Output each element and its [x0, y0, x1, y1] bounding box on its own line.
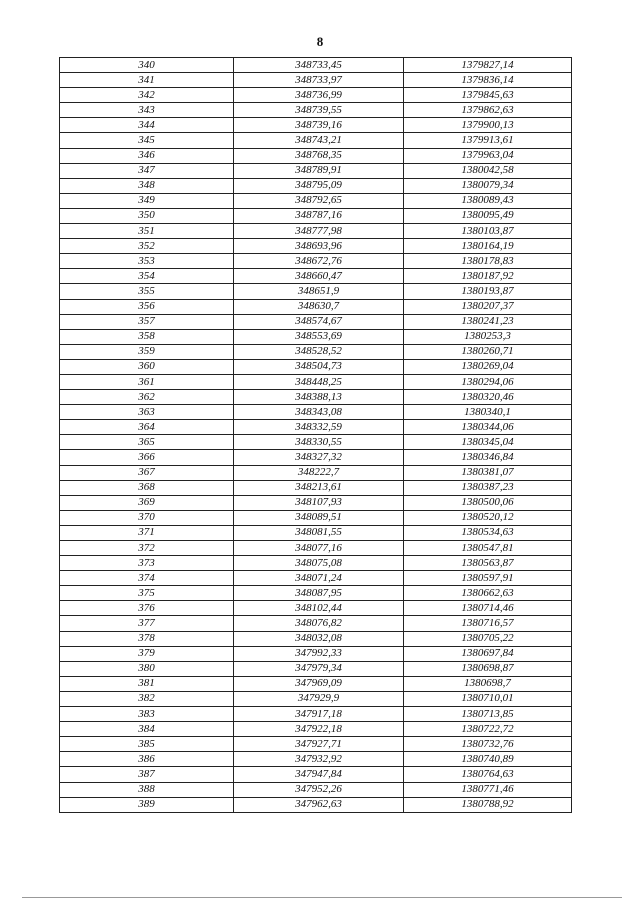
- point-number-cell: 373: [60, 556, 234, 571]
- y-coordinate-cell: 1380714,46: [404, 601, 572, 616]
- table-row: [60, 193, 572, 208]
- table-row: [60, 571, 572, 586]
- y-coordinate-cell: 1380710,01: [404, 691, 572, 706]
- point-number-cell: 380: [60, 661, 234, 676]
- y-coordinate-cell: 1380345,04: [404, 435, 572, 450]
- point-number-cell: 358: [60, 329, 234, 344]
- point-number-cell: 368: [60, 480, 234, 495]
- coordinates-table: [59, 57, 572, 813]
- table-row: [60, 480, 572, 495]
- y-coordinate-cell: 1380269,04: [404, 359, 572, 374]
- x-coordinate-cell: 347992,33: [234, 646, 404, 661]
- x-coordinate-cell: 348504,73: [234, 359, 404, 374]
- point-number-cell: 384: [60, 722, 234, 737]
- point-number-cell: 386: [60, 752, 234, 767]
- table-row: [60, 254, 572, 269]
- table-row: [60, 691, 572, 706]
- y-coordinate-cell: 1380520,12: [404, 510, 572, 525]
- table-row: [60, 420, 572, 435]
- point-number-cell: 350: [60, 208, 234, 223]
- y-coordinate-cell: 1380095,49: [404, 208, 572, 223]
- x-coordinate-cell: 347979,34: [234, 661, 404, 676]
- table-row: [60, 586, 572, 601]
- x-coordinate-cell: 348743,21: [234, 133, 404, 148]
- table-row: [60, 299, 572, 314]
- table-row: [60, 118, 572, 133]
- point-number-cell: 387: [60, 767, 234, 782]
- x-coordinate-cell: 348388,13: [234, 390, 404, 405]
- y-coordinate-cell: 1380387,23: [404, 480, 572, 495]
- table-row: [60, 178, 572, 193]
- point-number-cell: 342: [60, 88, 234, 103]
- x-coordinate-cell: 348327,32: [234, 450, 404, 465]
- y-coordinate-cell: 1380178,83: [404, 254, 572, 269]
- point-number-cell: 356: [60, 299, 234, 314]
- x-coordinate-cell: 348032,08: [234, 631, 404, 646]
- point-number-cell: 349: [60, 193, 234, 208]
- table-row: [60, 390, 572, 405]
- y-coordinate-cell: 1380381,07: [404, 465, 572, 480]
- y-coordinate-cell: 1380722,72: [404, 722, 572, 737]
- y-coordinate-cell: 1380241,23: [404, 314, 572, 329]
- table-row: [60, 88, 572, 103]
- y-coordinate-cell: 1379963,04: [404, 148, 572, 163]
- point-number-cell: 345: [60, 133, 234, 148]
- x-coordinate-cell: 348222,7: [234, 465, 404, 480]
- table-row: [60, 707, 572, 722]
- point-number-cell: 375: [60, 586, 234, 601]
- table-row: [60, 510, 572, 525]
- x-coordinate-cell: 348733,45: [234, 58, 404, 73]
- table-row: [60, 631, 572, 646]
- x-coordinate-cell: 348733,97: [234, 73, 404, 88]
- point-number-cell: 364: [60, 420, 234, 435]
- point-number-cell: 389: [60, 797, 234, 812]
- y-coordinate-cell: 1380103,87: [404, 224, 572, 239]
- point-number-cell: 343: [60, 103, 234, 118]
- y-coordinate-cell: 1380164,19: [404, 239, 572, 254]
- y-coordinate-cell: 1379836,14: [404, 73, 572, 88]
- table-row: [60, 133, 572, 148]
- y-coordinate-cell: 1380705,22: [404, 631, 572, 646]
- point-number-cell: 359: [60, 344, 234, 359]
- table-row: [60, 208, 572, 223]
- point-number-cell: 378: [60, 631, 234, 646]
- page-number: 8: [316, 34, 324, 49]
- x-coordinate-cell: 348089,51: [234, 510, 404, 525]
- table-row: [60, 284, 572, 299]
- y-coordinate-cell: 1380042,58: [404, 163, 572, 178]
- table-row: [60, 329, 572, 344]
- y-coordinate-cell: 1380547,81: [404, 541, 572, 556]
- y-coordinate-cell: 1380740,89: [404, 752, 572, 767]
- x-coordinate-cell: 348330,55: [234, 435, 404, 450]
- point-number-cell: 347: [60, 163, 234, 178]
- table-row: [60, 797, 572, 812]
- table-row: [60, 661, 572, 676]
- table-row: [60, 450, 572, 465]
- x-coordinate-cell: 348071,24: [234, 571, 404, 586]
- y-coordinate-cell: 1380563,87: [404, 556, 572, 571]
- point-number-cell: 388: [60, 782, 234, 797]
- table-row: [60, 73, 572, 88]
- y-coordinate-cell: 1379862,63: [404, 103, 572, 118]
- y-coordinate-cell: 1380534,63: [404, 525, 572, 540]
- x-coordinate-cell: 347929,9: [234, 691, 404, 706]
- table-row: [60, 616, 572, 631]
- point-number-cell: 361: [60, 374, 234, 389]
- table-row: [60, 269, 572, 284]
- x-coordinate-cell: 348795,09: [234, 178, 404, 193]
- point-number-cell: 366: [60, 450, 234, 465]
- x-coordinate-cell: 348736,99: [234, 88, 404, 103]
- table-row: [60, 525, 572, 540]
- x-coordinate-cell: 348672,76: [234, 254, 404, 269]
- y-coordinate-cell: 1380764,63: [404, 767, 572, 782]
- point-number-cell: 340: [60, 58, 234, 73]
- y-coordinate-cell: 1380346,84: [404, 450, 572, 465]
- table-row: [60, 58, 572, 73]
- point-number-cell: 360: [60, 359, 234, 374]
- table-row: [60, 676, 572, 691]
- y-coordinate-cell: 1380187,92: [404, 269, 572, 284]
- table-row: [60, 722, 572, 737]
- point-number-cell: 357: [60, 314, 234, 329]
- x-coordinate-cell: 348343,08: [234, 405, 404, 420]
- y-coordinate-cell: 1380716,57: [404, 616, 572, 631]
- table-row: [60, 405, 572, 420]
- x-coordinate-cell: 348777,98: [234, 224, 404, 239]
- point-number-cell: 348: [60, 178, 234, 193]
- x-coordinate-cell: 347932,92: [234, 752, 404, 767]
- y-coordinate-cell: 1380079,34: [404, 178, 572, 193]
- point-number-cell: 362: [60, 390, 234, 405]
- x-coordinate-cell: 348630,7: [234, 299, 404, 314]
- table-row: [60, 556, 572, 571]
- x-coordinate-cell: 348739,55: [234, 103, 404, 118]
- point-number-cell: 382: [60, 691, 234, 706]
- y-coordinate-cell: 1380320,46: [404, 390, 572, 405]
- point-number-cell: 370: [60, 510, 234, 525]
- point-number-cell: 385: [60, 737, 234, 752]
- y-coordinate-cell: 1380771,46: [404, 782, 572, 797]
- point-number-cell: 371: [60, 525, 234, 540]
- y-coordinate-cell: 1380253,3: [404, 329, 572, 344]
- y-coordinate-cell: 1380713,85: [404, 707, 572, 722]
- x-coordinate-cell: 348651,9: [234, 284, 404, 299]
- x-coordinate-cell: 348660,47: [234, 269, 404, 284]
- x-coordinate-cell: 348528,52: [234, 344, 404, 359]
- y-coordinate-cell: 1380732,76: [404, 737, 572, 752]
- y-coordinate-cell: 1379900,13: [404, 118, 572, 133]
- point-number-cell: 374: [60, 571, 234, 586]
- x-coordinate-cell: 348081,55: [234, 525, 404, 540]
- x-coordinate-cell: 348787,16: [234, 208, 404, 223]
- x-coordinate-cell: 348768,35: [234, 148, 404, 163]
- y-coordinate-cell: 1379845,63: [404, 88, 572, 103]
- table-row: [60, 646, 572, 661]
- point-number-cell: 344: [60, 118, 234, 133]
- y-coordinate-cell: 1380662,63: [404, 586, 572, 601]
- x-coordinate-cell: 348107,93: [234, 495, 404, 510]
- x-coordinate-cell: 348739,16: [234, 118, 404, 133]
- y-coordinate-cell: 1379913,61: [404, 133, 572, 148]
- x-coordinate-cell: 348553,69: [234, 329, 404, 344]
- x-coordinate-cell: 348332,59: [234, 420, 404, 435]
- coordinates-table-body: [60, 58, 572, 813]
- table-row: [60, 767, 572, 782]
- point-number-cell: 377: [60, 616, 234, 631]
- point-number-cell: 369: [60, 495, 234, 510]
- point-number-cell: 363: [60, 405, 234, 420]
- point-number-cell: 355: [60, 284, 234, 299]
- table-row: [60, 163, 572, 178]
- table-row: [60, 752, 572, 767]
- point-number-cell: 372: [60, 541, 234, 556]
- x-coordinate-cell: 348075,08: [234, 556, 404, 571]
- table-row: [60, 103, 572, 118]
- point-number-cell: 354: [60, 269, 234, 284]
- x-coordinate-cell: 347947,84: [234, 767, 404, 782]
- point-number-cell: 365: [60, 435, 234, 450]
- table-row: [60, 314, 572, 329]
- table-row: [60, 224, 572, 239]
- point-number-cell: 383: [60, 707, 234, 722]
- y-coordinate-cell: 1380597,91: [404, 571, 572, 586]
- point-number-cell: 379: [60, 646, 234, 661]
- table-row: [60, 495, 572, 510]
- x-coordinate-cell: 348213,61: [234, 480, 404, 495]
- x-coordinate-cell: 348087,95: [234, 586, 404, 601]
- point-number-cell: 346: [60, 148, 234, 163]
- y-coordinate-cell: 1380698,7: [404, 676, 572, 691]
- table-row: [60, 541, 572, 556]
- point-number-cell: 367: [60, 465, 234, 480]
- table-row: [60, 737, 572, 752]
- footer-divider: [22, 897, 622, 898]
- y-coordinate-cell: 1380500,06: [404, 495, 572, 510]
- table-row: [60, 782, 572, 797]
- y-coordinate-cell: 1380294,06: [404, 374, 572, 389]
- y-coordinate-cell: 1380207,37: [404, 299, 572, 314]
- x-coordinate-cell: 347922,18: [234, 722, 404, 737]
- y-coordinate-cell: 1380260,71: [404, 344, 572, 359]
- table-row: [60, 465, 572, 480]
- x-coordinate-cell: 348077,16: [234, 541, 404, 556]
- point-number-cell: 381: [60, 676, 234, 691]
- y-coordinate-cell: 1379827,14: [404, 58, 572, 73]
- x-coordinate-cell: 348076,82: [234, 616, 404, 631]
- x-coordinate-cell: 347952,26: [234, 782, 404, 797]
- y-coordinate-cell: 1380698,87: [404, 661, 572, 676]
- point-number-cell: 341: [60, 73, 234, 88]
- x-coordinate-cell: 347927,71: [234, 737, 404, 752]
- table-row: [60, 435, 572, 450]
- table-row: [60, 344, 572, 359]
- x-coordinate-cell: 348789,91: [234, 163, 404, 178]
- y-coordinate-cell: 1380089,43: [404, 193, 572, 208]
- x-coordinate-cell: 348693,96: [234, 239, 404, 254]
- x-coordinate-cell: 347917,18: [234, 707, 404, 722]
- y-coordinate-cell: 1380697,84: [404, 646, 572, 661]
- x-coordinate-cell: 347962,63: [234, 797, 404, 812]
- table-row: [60, 239, 572, 254]
- x-coordinate-cell: 347969,09: [234, 676, 404, 691]
- table-row: [60, 359, 572, 374]
- y-coordinate-cell: 1380193,87: [404, 284, 572, 299]
- y-coordinate-cell: 1380344,06: [404, 420, 572, 435]
- y-coordinate-cell: 1380340,1: [404, 405, 572, 420]
- table-row: [60, 374, 572, 389]
- point-number-cell: 352: [60, 239, 234, 254]
- table-row: [60, 148, 572, 163]
- point-number-cell: 353: [60, 254, 234, 269]
- x-coordinate-cell: 348792,65: [234, 193, 404, 208]
- y-coordinate-cell: 1380788,92: [404, 797, 572, 812]
- point-number-cell: 351: [60, 224, 234, 239]
- table-row: [60, 601, 572, 616]
- x-coordinate-cell: 348448,25: [234, 374, 404, 389]
- point-number-cell: 376: [60, 601, 234, 616]
- x-coordinate-cell: 348102,44: [234, 601, 404, 616]
- x-coordinate-cell: 348574,67: [234, 314, 404, 329]
